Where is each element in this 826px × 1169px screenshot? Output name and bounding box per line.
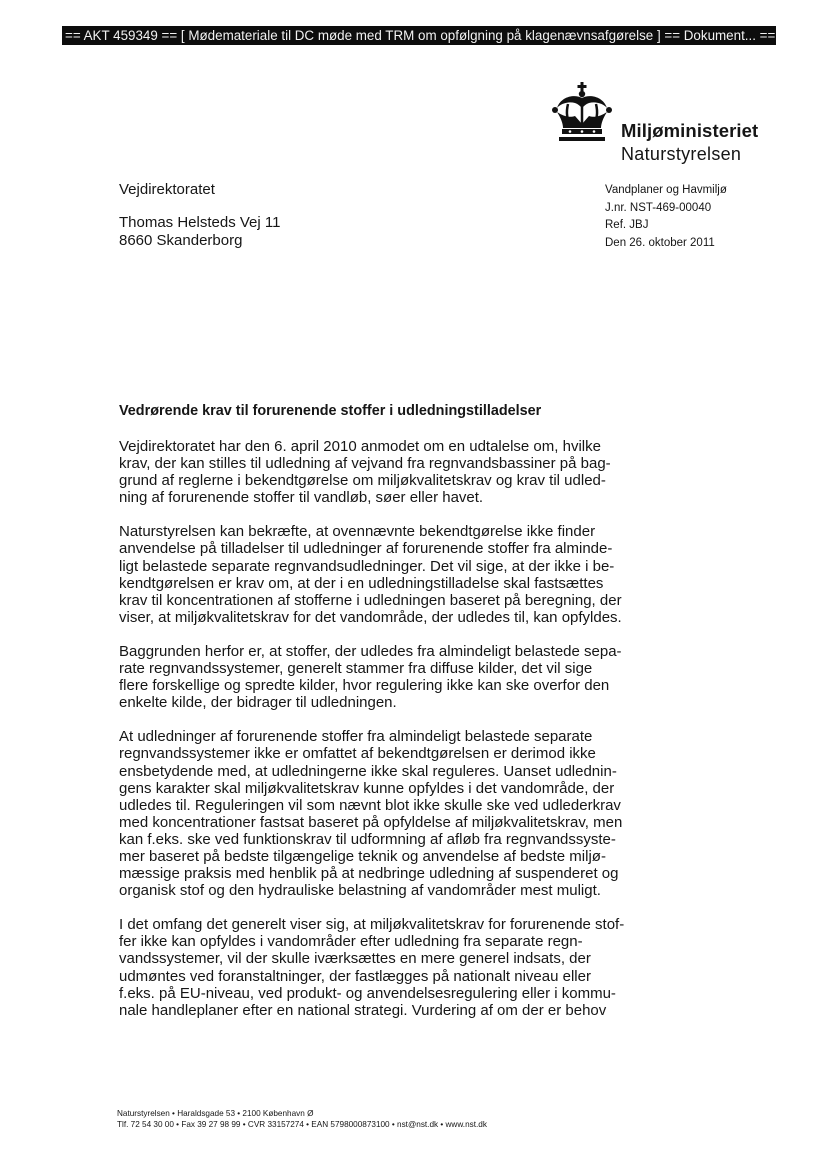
body-paragraph <box>119 728 623 900</box>
meta-date: Den 26. oktober 2011 <box>605 236 715 249</box>
body-line: gens karakter skal miljøkvalitetskrav kunne opfyldes i det vandområde, der <box>119 779 615 797</box>
body-paragraph <box>119 523 622 626</box>
body-line: At udledninger af forurenende stoffer fra almindeligt belastede separate <box>119 728 593 746</box>
body-line: Baggrunden herfor er, at stoffer, der udledes fra almindeligt belastede sepa- <box>119 642 622 660</box>
body-paragraph <box>119 916 625 1019</box>
body-line: flere forskellige og spredte kilder, hvor regulering ikke kan ske overfor den <box>119 677 610 695</box>
body-line: kan f.eks. ske ved funktionskrav til udformning af afløb fra regnvandssyste- <box>119 830 616 848</box>
body-line: mæssige praksis med henblik på at nedbringe udledning af suspenderet og <box>119 865 619 883</box>
body-line: viser, at miljøkvalitetskrav for det vandområde, der udledes til, kan opfyldes. <box>119 608 622 626</box>
footer-address: Naturstyrelsen • Haraldsgade 53 • 2100 København Ø <box>117 1109 314 1118</box>
body-line: ning af forurenende stoffer til vandløb, søer eller havet. <box>119 489 484 507</box>
royal-crown-icon <box>551 82 613 142</box>
letter-body <box>119 438 625 1036</box>
body-line: ensbetydende med, at udledningerne ikke skal reguleres. Uanset udlednin- <box>119 762 617 780</box>
document-header-banner: == AKT 459349 == [ Mødemateriale til DC møde med TRM om opfølgning på klagenævnsafgørelse ] == Dokument... == <box>62 26 776 45</box>
letter-footer <box>117 1108 487 1130</box>
body-line: Vejdirektoratet har den 6. april 2010 anmodet om en udtalelse om, hvilke <box>119 438 601 455</box>
body-line: vandssystemer, vil der skulle iværksættes en mere generel indsats, der <box>119 950 591 968</box>
body-line: anvendelse på tilladelser til udledninger af forurenende stoffer fra alminde- <box>119 540 613 558</box>
ministry-name: Miljøministeriet <box>621 120 759 141</box>
body-line: organisk stof og den hydrauliske belastning af vandområder mest muligt. <box>119 882 601 900</box>
body-line: fer ikke kan opfyldes i vandområder efter udledning fra separate regn- <box>119 933 583 951</box>
body-line: udledes til. Reguleringen vil som nævnt blot ikke skulle ske ved udlederkrav <box>119 796 621 814</box>
body-line: med koncentrationer fastsat baseret på opfyldelse af miljøkvalitetskrav, men <box>119 813 623 831</box>
body-line: grund af reglerne i bekendtgørelse om miljøkvalitetskrav og krav til udled- <box>119 472 606 490</box>
body-line: nale handleplaner efter en national strategi. Vurdering af om der er behov <box>119 1001 607 1019</box>
recipient-address <box>119 181 280 250</box>
letter-subject: Vedrørende krav til forurenende stoffer i udledningstilladelser <box>119 403 542 419</box>
body-line: udmøntes ved foranstaltninger, der fastlægges på nationalt niveau eller <box>119 967 591 985</box>
meta-department: Vandplaner og Havmiljø <box>605 184 727 196</box>
body-line: kendtgørelsen er krav om, at der i en udledningstilladelse skal fastsættes <box>119 574 604 592</box>
body-line: enkelte kilde, der bidrager til udledningen. <box>119 694 397 712</box>
body-line: krav til koncentrationen af stofferne i udledningen baseret på beregning, der <box>119 591 622 609</box>
meta-journal-number: J.nr. NST-469-00040 <box>605 201 712 214</box>
body-line: I det omfang det generelt viser sig, at miljøkvalitetskrav for forurenende stof- <box>119 916 625 934</box>
recipient-org: Vejdirektoratet <box>119 181 215 198</box>
footer-contact: Tlf. 72 54 30 00 • Fax 39 27 98 99 • CVR 33157274 • EAN 5798000873100 • nst@nst.dk • www.nst.dk <box>117 1120 487 1129</box>
body-line: f.eks. på EU-niveau, ved produkt- og anvendelsesregulering eller i kommu- <box>119 984 616 1002</box>
body-paragraph <box>119 438 619 506</box>
body-line: mer baseret på bedste tilgængelige teknik og anvendelse af bedste miljø- <box>119 847 606 865</box>
agency-name: Naturstyrelsen <box>621 144 742 164</box>
body-line: ligt belastede separate regnvandsudledninger. Det vil sige, at der ikke i be- <box>119 557 615 575</box>
recipient-street: Thomas Helsteds Vej 11 <box>119 214 281 231</box>
body-paragraph <box>119 642 622 712</box>
body-line: rate regnvandssystemer, generelt stammer fra diffuse kilder, det vil sige <box>119 660 593 678</box>
body-line: krav, der kan stilles til udledning af vejvand fra regnvandsbassiner på bag- <box>119 455 611 473</box>
letter-meta <box>605 182 727 252</box>
meta-reference: Ref. JBJ <box>605 219 649 232</box>
body-line: regnvandssystemer ikke er omfattet af bekendtgørelsen er derimod ikke <box>119 745 596 763</box>
body-line: Naturstyrelsen kan bekræfte, at ovennævnte bekendtgørelse ikke finder <box>119 523 596 541</box>
recipient-city: 8660 Skanderborg <box>119 232 243 249</box>
